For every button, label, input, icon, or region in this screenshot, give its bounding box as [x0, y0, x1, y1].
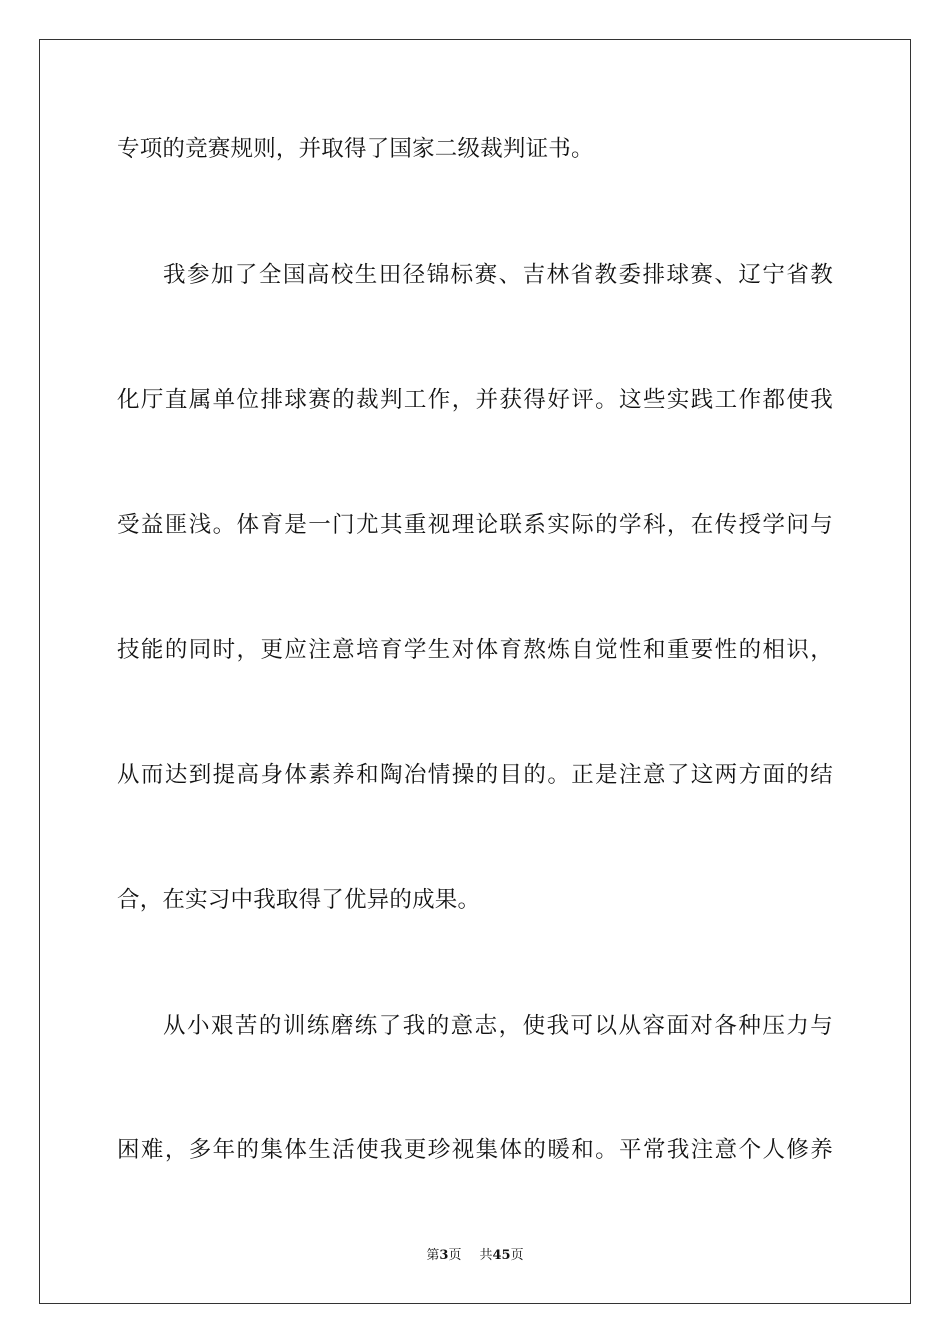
text-line-8: 从小艰苦的训练磨练了我的意志，使我可以从容面对各种压力与	[163, 1013, 833, 1039]
page-border	[39, 39, 911, 1304]
text-line-1: 专项的竞赛规则，并取得了国家二级裁判证书。	[117, 136, 594, 162]
text-line-3: 化厅直属单位排球赛的裁判工作，并获得好评。这些实践工作都使我	[117, 387, 833, 413]
text-line-7: 合，在实习中我取得了优异的成果。	[117, 887, 481, 913]
footer-total-suffix: 页	[510, 1248, 524, 1263]
text-line-5: 技能的同时，更应注意培育学生对体育熬炼自觉性和重要性的相识，	[117, 637, 833, 663]
footer-page-number: 3	[439, 1248, 449, 1263]
text-line-6: 从而达到提高身体素养和陶冶情操的目的。正是注意了这两方面的结	[117, 762, 833, 788]
footer-total-prefix: 共	[479, 1248, 493, 1263]
page-footer	[0, 1247, 950, 1265]
text-line-4: 受益匪浅。体育是一门尤其重视理论联系实际的学科，在传授学问与	[117, 512, 833, 538]
footer-page-prefix: 第	[426, 1248, 440, 1263]
text-line-2: 我参加了全国高校生田径锦标赛、吉林省教委排球赛、辽宁省教	[163, 262, 833, 288]
text-line-9: 困难，多年的集体生活使我更珍视集体的暖和。平常我注意个人修养	[117, 1137, 833, 1163]
footer-page-suffix: 页	[448, 1248, 462, 1263]
footer-total-pages: 45	[492, 1248, 511, 1263]
